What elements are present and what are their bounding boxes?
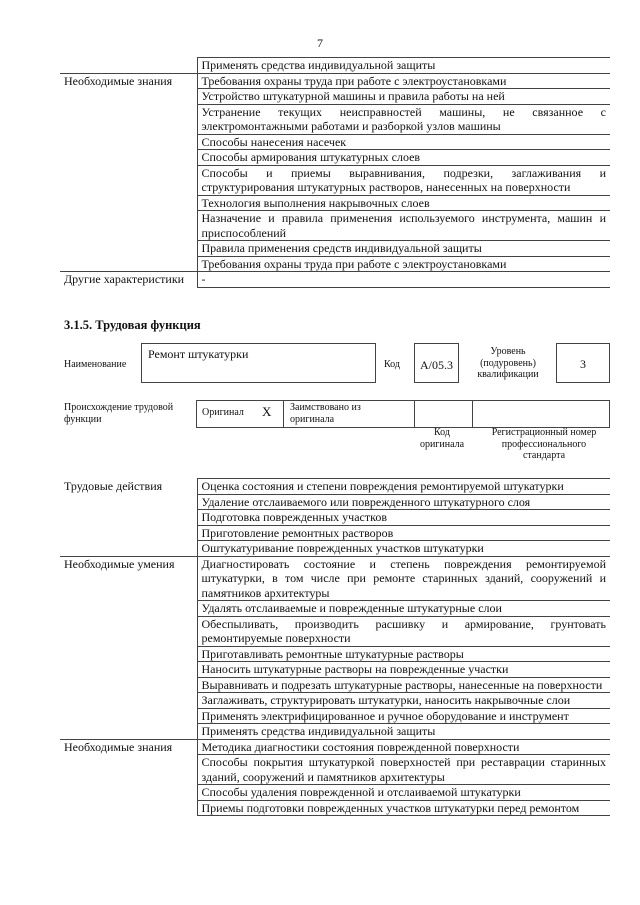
code-value-box <box>414 343 459 383</box>
name-value: Ремонт штукатурки <box>148 347 249 361</box>
table-cell-item: Выравнивать и подрезать штукатурные растворы, нанесенные на поверхности <box>197 677 610 693</box>
table-cell-item: Подготовка поврежденных участков <box>197 510 610 526</box>
table-cell-item: Способы нанесения насечек <box>197 134 610 150</box>
row-group-label: Трудовые действия <box>60 479 197 557</box>
row-group-label: Необходимые знания <box>60 73 197 272</box>
table-cell-item: Требования охраны труда при работе с электроустановками <box>197 73 610 89</box>
table-cell-item: Оштукатуривание поврежденных участков штукатурки <box>197 541 610 557</box>
code-original-caption: Код оригинала <box>419 427 465 450</box>
original-label: Оригинал <box>202 407 244 418</box>
level-label: Уровень (подуровень) квалификации <box>477 346 539 380</box>
table-cell-item: Удаление отслаиваемого или поврежденного штукатурного слоя <box>197 494 610 510</box>
table-cell-item: Методика диагностики состояния поврежденной поверхности <box>197 739 610 755</box>
table-cell-item: Технология выполнения накрывочных слоев <box>197 195 610 211</box>
row-group-label: Необходимые умения <box>60 556 197 739</box>
table-cell-item: Приготавливать ремонтные штукатурные растворы <box>197 646 610 662</box>
table-cell-item: Правила применения средств индивидуальной защиты <box>197 241 610 257</box>
table-cell-item: Способы и приемы выравнивания, подрезки, заглаживания и структурирования штукатурных растворов, нанесенных на поверхности <box>197 165 610 195</box>
original-mark: X <box>262 404 272 419</box>
row-group-label: Другие характеристики <box>60 272 197 288</box>
table-cell-item: Способы покрытия штукатуркой поверхностей при реставрации старинных зданий, сооружений и памятников архитектуры <box>197 755 610 785</box>
origin-box <box>196 400 610 428</box>
borrowed-label: Заимствовано из оригинала <box>290 402 361 425</box>
table-cell-item: Требования охраны труда при работе с электроустановками <box>197 256 610 272</box>
row-group-label <box>60 58 197 74</box>
origin-divider-1 <box>283 400 284 427</box>
table-cell-item: - <box>197 272 610 288</box>
level-value: 3 <box>580 357 586 371</box>
table-cell-item: Применять средства индивидуальной защиты <box>197 58 610 74</box>
knowledge-table-top <box>60 57 610 288</box>
table-cell-item: Применять средства индивидуальной защиты <box>197 724 610 740</box>
origin-divider-3 <box>472 400 473 427</box>
code-value: А/05.3 <box>420 358 453 372</box>
table-cell-item: Приготовление ремонтных растворов <box>197 525 610 541</box>
code-label: Код <box>384 359 400 370</box>
level-value-box <box>556 343 610 383</box>
table-cell-item: Приемы подготовки поврежденных участков штукатурки перед ремонтом <box>197 800 610 816</box>
table-cell-item: Назначение и правила применения используемого инструмента, машин и приспособлений <box>197 211 610 241</box>
row-group-label: Необходимые знания <box>60 739 197 816</box>
table-cell-item: Удалять отслаиваемые и поврежденные штукатурные слои <box>197 601 610 617</box>
table-cell-item: Заглаживать, структурировать штукатурки, наносить накрывочные слои <box>197 693 610 709</box>
table-cell-item: Способы армирования штукатурных слоев <box>197 150 610 166</box>
page-number: 7 <box>317 36 323 50</box>
table-cell-item: Устройство штукатурной машины и правила работы на ней <box>197 89 610 105</box>
table-cell-item: Оценка состояния и степени повреждения ремонтируемой штукатурки <box>197 479 610 495</box>
table-cell-item: Обеспыливать, производить расшивку и армирование, грунтовать ремонтируемые поверхности <box>197 616 610 646</box>
registration-caption: Регистрационный номер профессионального стандарта <box>491 427 597 461</box>
function-table <box>60 478 610 816</box>
table-cell-item: Устранение текущих неисправностей машины, не связанное с электромонтажными работами и разборкой узлов машины <box>197 104 610 134</box>
table-cell-item: Диагностировать состояние и степень повреждения ремонтируемой штукатурки, в том числе при ремонте старинных зданий, сооружений и памятников архитектуры <box>197 556 610 601</box>
table-cell-item: Наносить штукатурные растворы на поврежденные участки <box>197 662 610 678</box>
name-value-box <box>141 343 376 383</box>
section-title: 3.1.5. Трудовая функция <box>64 318 201 332</box>
origin-divider-2 <box>414 400 415 427</box>
origin-label: Происхождение трудовой функции <box>64 402 174 425</box>
name-label: Наименование <box>64 359 127 370</box>
table-cell-item: Применять электрифицированное и ручное оборудование и инструмент <box>197 708 610 724</box>
table-cell-item: Способы удаления поврежденной и отслаиваемой штукатурки <box>197 785 610 801</box>
